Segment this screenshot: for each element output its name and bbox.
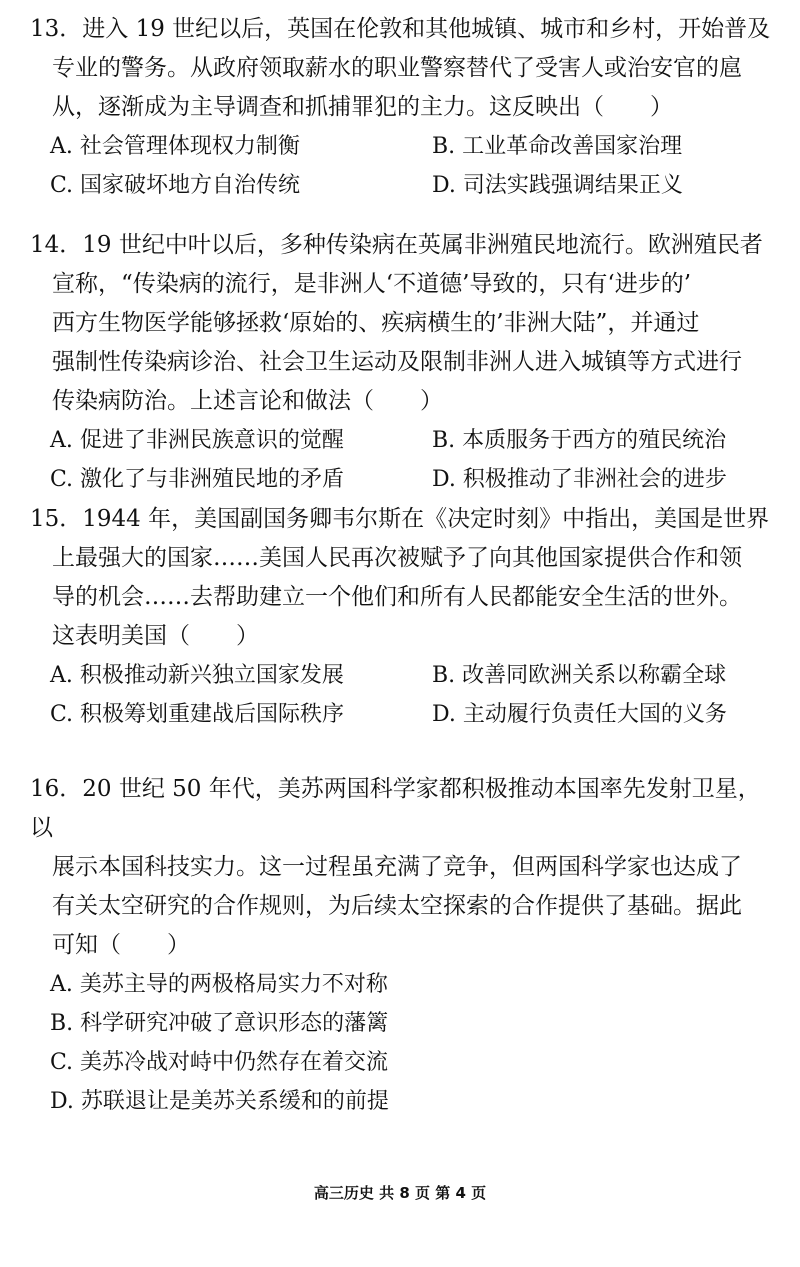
question-number: 13． xyxy=(30,16,83,42)
option-c: C. 美苏冷战对峙中仍然存在着交流 xyxy=(50,1050,389,1075)
option-list xyxy=(50,965,775,1121)
option-b: B. 改善同欧洲关系以称霸全球 xyxy=(432,663,727,688)
option-d: D. 司法实践强调结果正义 xyxy=(432,173,683,198)
question-number: 16． xyxy=(30,776,83,802)
question-stem-line: 20 世纪 50 年代，美苏两国科学家都积极推动本国率先发射卫星，以 xyxy=(30,776,761,841)
question-stem-line: 19 世纪中叶以后，多种传染病在英属非洲殖民地流行。欧洲殖民者 xyxy=(82,232,763,258)
question-stem-line: 展示本国科技实力。这一过程虽充满了竞争，但两国科学家也达成了 xyxy=(52,854,742,880)
question-14 xyxy=(30,226,775,499)
question-13 xyxy=(30,10,775,205)
question-stem-line: 进入 19 世纪以后，英国在伦敦和其他城镇、城市和乡村，开始普及 xyxy=(82,16,771,42)
question-number: 15． xyxy=(30,506,83,532)
question-stem-line: 宣称，“传染病的流行，是非洲人‘不道德’导致的，只有‘进步的’ xyxy=(52,271,692,297)
option-d: D. 苏联退让是美苏关系缓和的前提 xyxy=(50,1089,389,1114)
question-15 xyxy=(30,500,775,734)
question-stem-line: 专业的警务。从政府领取薪水的职业警察替代了受害人或治安官的扈 xyxy=(52,55,742,81)
question-number: 14． xyxy=(30,232,83,258)
question-stem-line: 强制性传染病诊治、社会卫生运动及限制非洲人进入城镇等方式进行 xyxy=(52,349,742,375)
option-a: A. 积极推动新兴独立国家发展 xyxy=(50,663,344,688)
option-d: D. 积极推动了非洲社会的进步 xyxy=(432,467,727,492)
question-stem-line: 导的机会……去帮助建立一个他们和所有人民都能安全生活的世外。 xyxy=(52,584,742,610)
option-list xyxy=(50,656,775,734)
question-stem-line: 从，逐渐成为主导调查和抓捕罪犯的主力。这反映出（ ） xyxy=(52,94,673,120)
question-stem-line: 可知（ ） xyxy=(52,932,190,958)
page-footer: 高三历史 共 8 页 第 4 页 xyxy=(313,1184,487,1202)
question-stem-line: 1944 年，美国副国务卿韦尔斯在《决定时刻》中指出，美国是世界 xyxy=(82,506,770,532)
option-d: D. 主动履行负责任大国的义务 xyxy=(432,702,727,727)
option-a: A. 促进了非洲民族意识的觉醒 xyxy=(50,428,344,453)
option-list xyxy=(50,421,775,499)
option-c: C. 激化了与非洲殖民地的矛盾 xyxy=(50,467,345,492)
question-stem-line: 上最强大的国家……美国人民再次被赋予了向其他国家提供合作和领 xyxy=(52,545,742,571)
option-a: A. 美苏主导的两极格局实力不对称 xyxy=(50,972,388,997)
option-list xyxy=(50,127,775,205)
question-stem-line: 西方生物医学能够拯救‘原始的、疾病横生的’非洲大陆”，并通过 xyxy=(52,310,700,336)
option-b: B. 科学研究冲破了意识形态的藩篱 xyxy=(50,1011,389,1036)
question-stem-line: 有关太空研究的合作规则，为后续太空探索的合作提供了基础。据此 xyxy=(52,893,742,919)
option-c: C. 国家破坏地方自治传统 xyxy=(50,173,301,198)
option-c: C. 积极筹划重建战后国际秩序 xyxy=(50,702,345,727)
question-stem-line: 这表明美国（ ） xyxy=(52,623,259,649)
question-stem-line: 传染病防治。上述言论和做法（ ） xyxy=(52,388,443,414)
option-b: B. 工业革命改善国家治理 xyxy=(432,134,683,159)
question-16 xyxy=(30,770,775,1121)
option-a: A. 社会管理体现权力制衡 xyxy=(50,134,300,159)
option-b: B. 本质服务于西方的殖民统治 xyxy=(432,428,727,453)
